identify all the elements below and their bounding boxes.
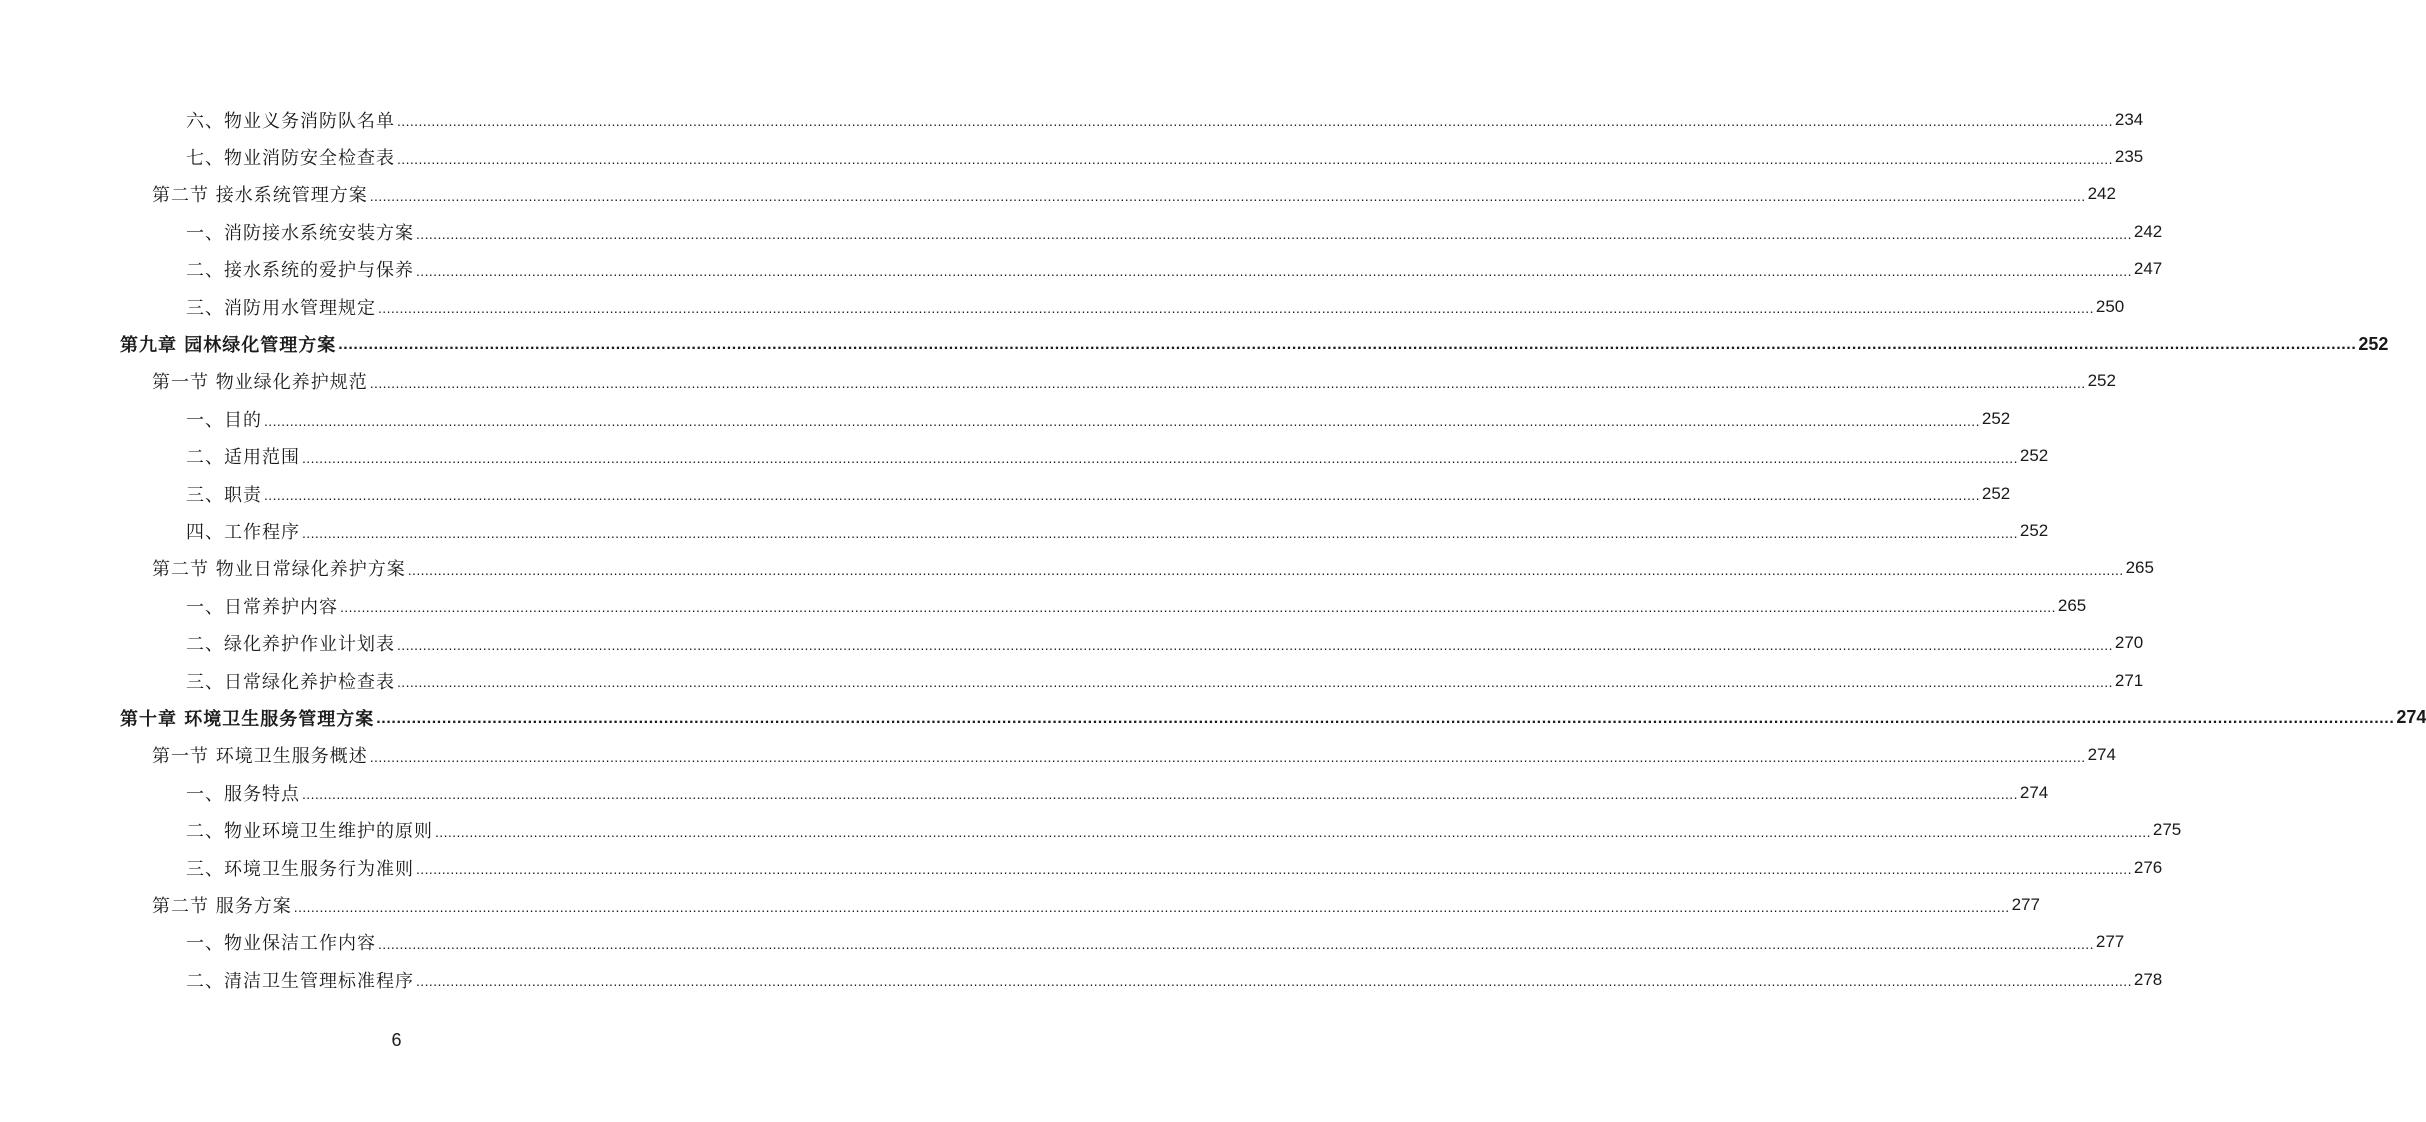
toc-subsection-entry[interactable] <box>0 101 2144 138</box>
toc-entry-page: 274 <box>2396 707 2426 728</box>
toc-dot-leader: ................................................................................................................................................................................................................................................................................................................................................................................................................ <box>407 562 2124 579</box>
toc-dot-leader: ................................................................................................................................................................................................................................................................................................................................................................................................................ <box>369 375 2086 392</box>
toc-entry-page: 276 <box>2133 857 2163 877</box>
toc-entry-title: 一、日常养护内容 <box>186 596 338 618</box>
table-of-contents <box>0 101 2426 998</box>
toc-entry-title: 六、物业义务消防队名单 <box>186 110 395 132</box>
toc-dot-leader: ................................................................................................................................................................................................................................................................................................................................................................................................................ <box>378 935 2094 952</box>
toc-subsection-entry[interactable] <box>0 811 2182 848</box>
toc-dot-leader: ................................................................................................................................................................................................................................................................................................................................................................................................................ <box>340 599 2056 616</box>
toc-section-entry[interactable] <box>0 886 2040 923</box>
toc-subsection-entry[interactable] <box>0 924 2125 961</box>
toc-entry-page: 252 <box>1981 483 2011 503</box>
toc-entry-title: 二、适用范围 <box>186 447 300 469</box>
toc-subsection-entry[interactable] <box>0 138 2144 175</box>
toc-entry-page: 252 <box>2087 371 2116 391</box>
toc-entry-title: 七、物业消防安全检查表 <box>186 148 395 170</box>
toc-dot-leader: ................................................................................................................................................................................................................................................................................................................................................................................................................ <box>397 674 2113 691</box>
toc-entry-title: 二、清洁卫生管理标准程序 <box>186 970 414 992</box>
toc-entry-title: 三、日常绿化养护检查表 <box>186 671 395 693</box>
toc-subsection-entry[interactable] <box>0 400 2011 437</box>
toc-section-entry[interactable] <box>0 737 2116 774</box>
toc-dot-leader: ................................................................................................................................................................................................................................................................................................................................................................................................................ <box>264 487 1980 504</box>
toc-subsection-entry[interactable] <box>0 961 2163 998</box>
toc-subsection-entry[interactable] <box>0 288 2125 325</box>
toc-entry-title: 二、绿化养护作业计划表 <box>186 634 395 656</box>
toc-entry-title: 第一节 环境卫生服务概述 <box>152 746 368 768</box>
toc-entry-title: 一、物业保洁工作内容 <box>186 933 376 955</box>
toc-entry-title: 二、接水系统的爱护与保养 <box>186 260 414 282</box>
toc-entry-page: 250 <box>2095 296 2125 316</box>
toc-dot-leader: ................................................................................................................................................................................................................................................................................................................................................................................................................ <box>397 150 2113 167</box>
toc-subsection-entry[interactable] <box>0 475 2011 512</box>
toc-entry-page: 270 <box>2114 633 2144 653</box>
toc-subsection-entry[interactable] <box>0 624 2144 661</box>
toc-dot-leader: ................................................................................................................................................................................................................................................................................................................................................................................................................ <box>378 300 2094 317</box>
toc-subsection-entry[interactable] <box>0 512 2049 549</box>
toc-entry-title: 三、环境卫生服务行为准则 <box>186 858 414 880</box>
toc-entry-title: 一、服务特点 <box>186 783 300 805</box>
toc-dot-leader: ................................................................................................................................................................................................................................................................................................................................................................................................................ <box>416 861 2132 878</box>
toc-entry-page: 278 <box>2133 969 2163 989</box>
toc-entry-title: 三、消防用水管理规定 <box>186 297 376 319</box>
page-number: 6 <box>391 1030 402 1050</box>
toc-dot-leader: ................................................................................................................................................................................................................................................................................................................................................................................................................ <box>376 709 2395 727</box>
toc-entry-title: 第二节 接水系统管理方案 <box>152 185 368 207</box>
toc-entry-page: 242 <box>2133 221 2163 241</box>
toc-subsection-entry[interactable] <box>0 662 2144 699</box>
toc-entry-page: 277 <box>2095 932 2125 952</box>
toc-entry-page: 265 <box>2125 558 2154 578</box>
toc-dot-leader: ................................................................................................................................................................................................................................................................................................................................................................................................................ <box>416 973 2132 990</box>
toc-entry-title: 一、目的 <box>186 409 262 431</box>
toc-dot-leader: ................................................................................................................................................................................................................................................................................................................................................................................................................ <box>369 188 2086 205</box>
toc-entry-title: 第二节 服务方案 <box>152 895 292 917</box>
toc-entry-title: 第二节 物业日常绿化养护方案 <box>152 559 406 581</box>
toc-entry-page: 271 <box>2114 670 2144 690</box>
toc-dot-leader: ................................................................................................................................................................................................................................................................................................................................................................................................................ <box>302 449 2018 466</box>
toc-dot-leader: ................................................................................................................................................................................................................................................................................................................................................................................................................ <box>302 786 2018 803</box>
toc-entry-title: 四、工作程序 <box>186 521 300 543</box>
toc-entry-page: 275 <box>2152 820 2182 840</box>
toc-entry-page: 252 <box>1981 408 2011 428</box>
toc-subsection-entry[interactable] <box>0 251 2163 288</box>
toc-entry-title: 第九章 园林绿化管理方案 <box>120 335 337 357</box>
toc-subsection-entry[interactable] <box>0 213 2163 250</box>
toc-entry-page: 252 <box>2019 446 2049 466</box>
toc-chapter-entry[interactable] <box>0 699 2426 736</box>
toc-entry-title: 二、物业环境卫生维护的原则 <box>186 821 433 843</box>
toc-entry-title: 三、职责 <box>186 484 262 506</box>
toc-dot-leader: ................................................................................................................................................................................................................................................................................................................................................................................................................ <box>397 113 2113 130</box>
toc-entry-page: 242 <box>2087 184 2116 204</box>
toc-subsection-entry[interactable] <box>0 438 2049 475</box>
toc-dot-leader: ................................................................................................................................................................................................................................................................................................................................................................................................................ <box>397 636 2113 653</box>
toc-entry-title: 第一节 物业绿化养护规范 <box>152 372 368 394</box>
toc-dot-leader: ................................................................................................................................................................................................................................................................................................................................................................................................................ <box>435 823 2151 840</box>
toc-dot-leader: ................................................................................................................................................................................................................................................................................................................................................................................................................ <box>338 335 2357 353</box>
toc-dot-leader: ................................................................................................................................................................................................................................................................................................................................................................................................................ <box>369 749 2086 766</box>
toc-section-entry[interactable] <box>0 363 2116 400</box>
toc-entry-page: 252 <box>2358 333 2389 354</box>
toc-entry-page: 234 <box>2114 109 2144 129</box>
toc-dot-leader: ................................................................................................................................................................................................................................................................................................................................................................................................................ <box>302 524 2018 541</box>
toc-entry-page: 235 <box>2114 147 2144 167</box>
toc-entry-title: 第十章 环境卫生服务管理方案 <box>120 708 375 730</box>
toc-entry-page: 252 <box>2019 520 2049 540</box>
toc-chapter-entry[interactable] <box>0 325 2389 362</box>
toc-entry-page: 247 <box>2133 259 2163 279</box>
toc-dot-leader: ................................................................................................................................................................................................................................................................................................................................................................................................................ <box>416 262 2132 279</box>
toc-subsection-entry[interactable] <box>0 849 2163 886</box>
toc-entry-page: 277 <box>2011 894 2040 914</box>
toc-dot-leader: ................................................................................................................................................................................................................................................................................................................................................................................................................ <box>264 412 1980 429</box>
toc-section-entry[interactable] <box>0 176 2116 213</box>
toc-subsection-entry[interactable] <box>0 774 2049 811</box>
toc-entry-title: 一、消防接水系统安装方案 <box>186 222 414 244</box>
toc-section-entry[interactable] <box>0 550 2154 587</box>
toc-dot-leader: ................................................................................................................................................................................................................................................................................................................................................................................................................ <box>293 898 2010 915</box>
toc-entry-page: 265 <box>2057 595 2087 615</box>
toc-dot-leader: ................................................................................................................................................................................................................................................................................................................................................................................................................ <box>416 225 2132 242</box>
toc-entry-page: 274 <box>2019 782 2049 802</box>
toc-entry-page: 274 <box>2087 745 2116 765</box>
toc-subsection-entry[interactable] <box>0 587 2087 624</box>
